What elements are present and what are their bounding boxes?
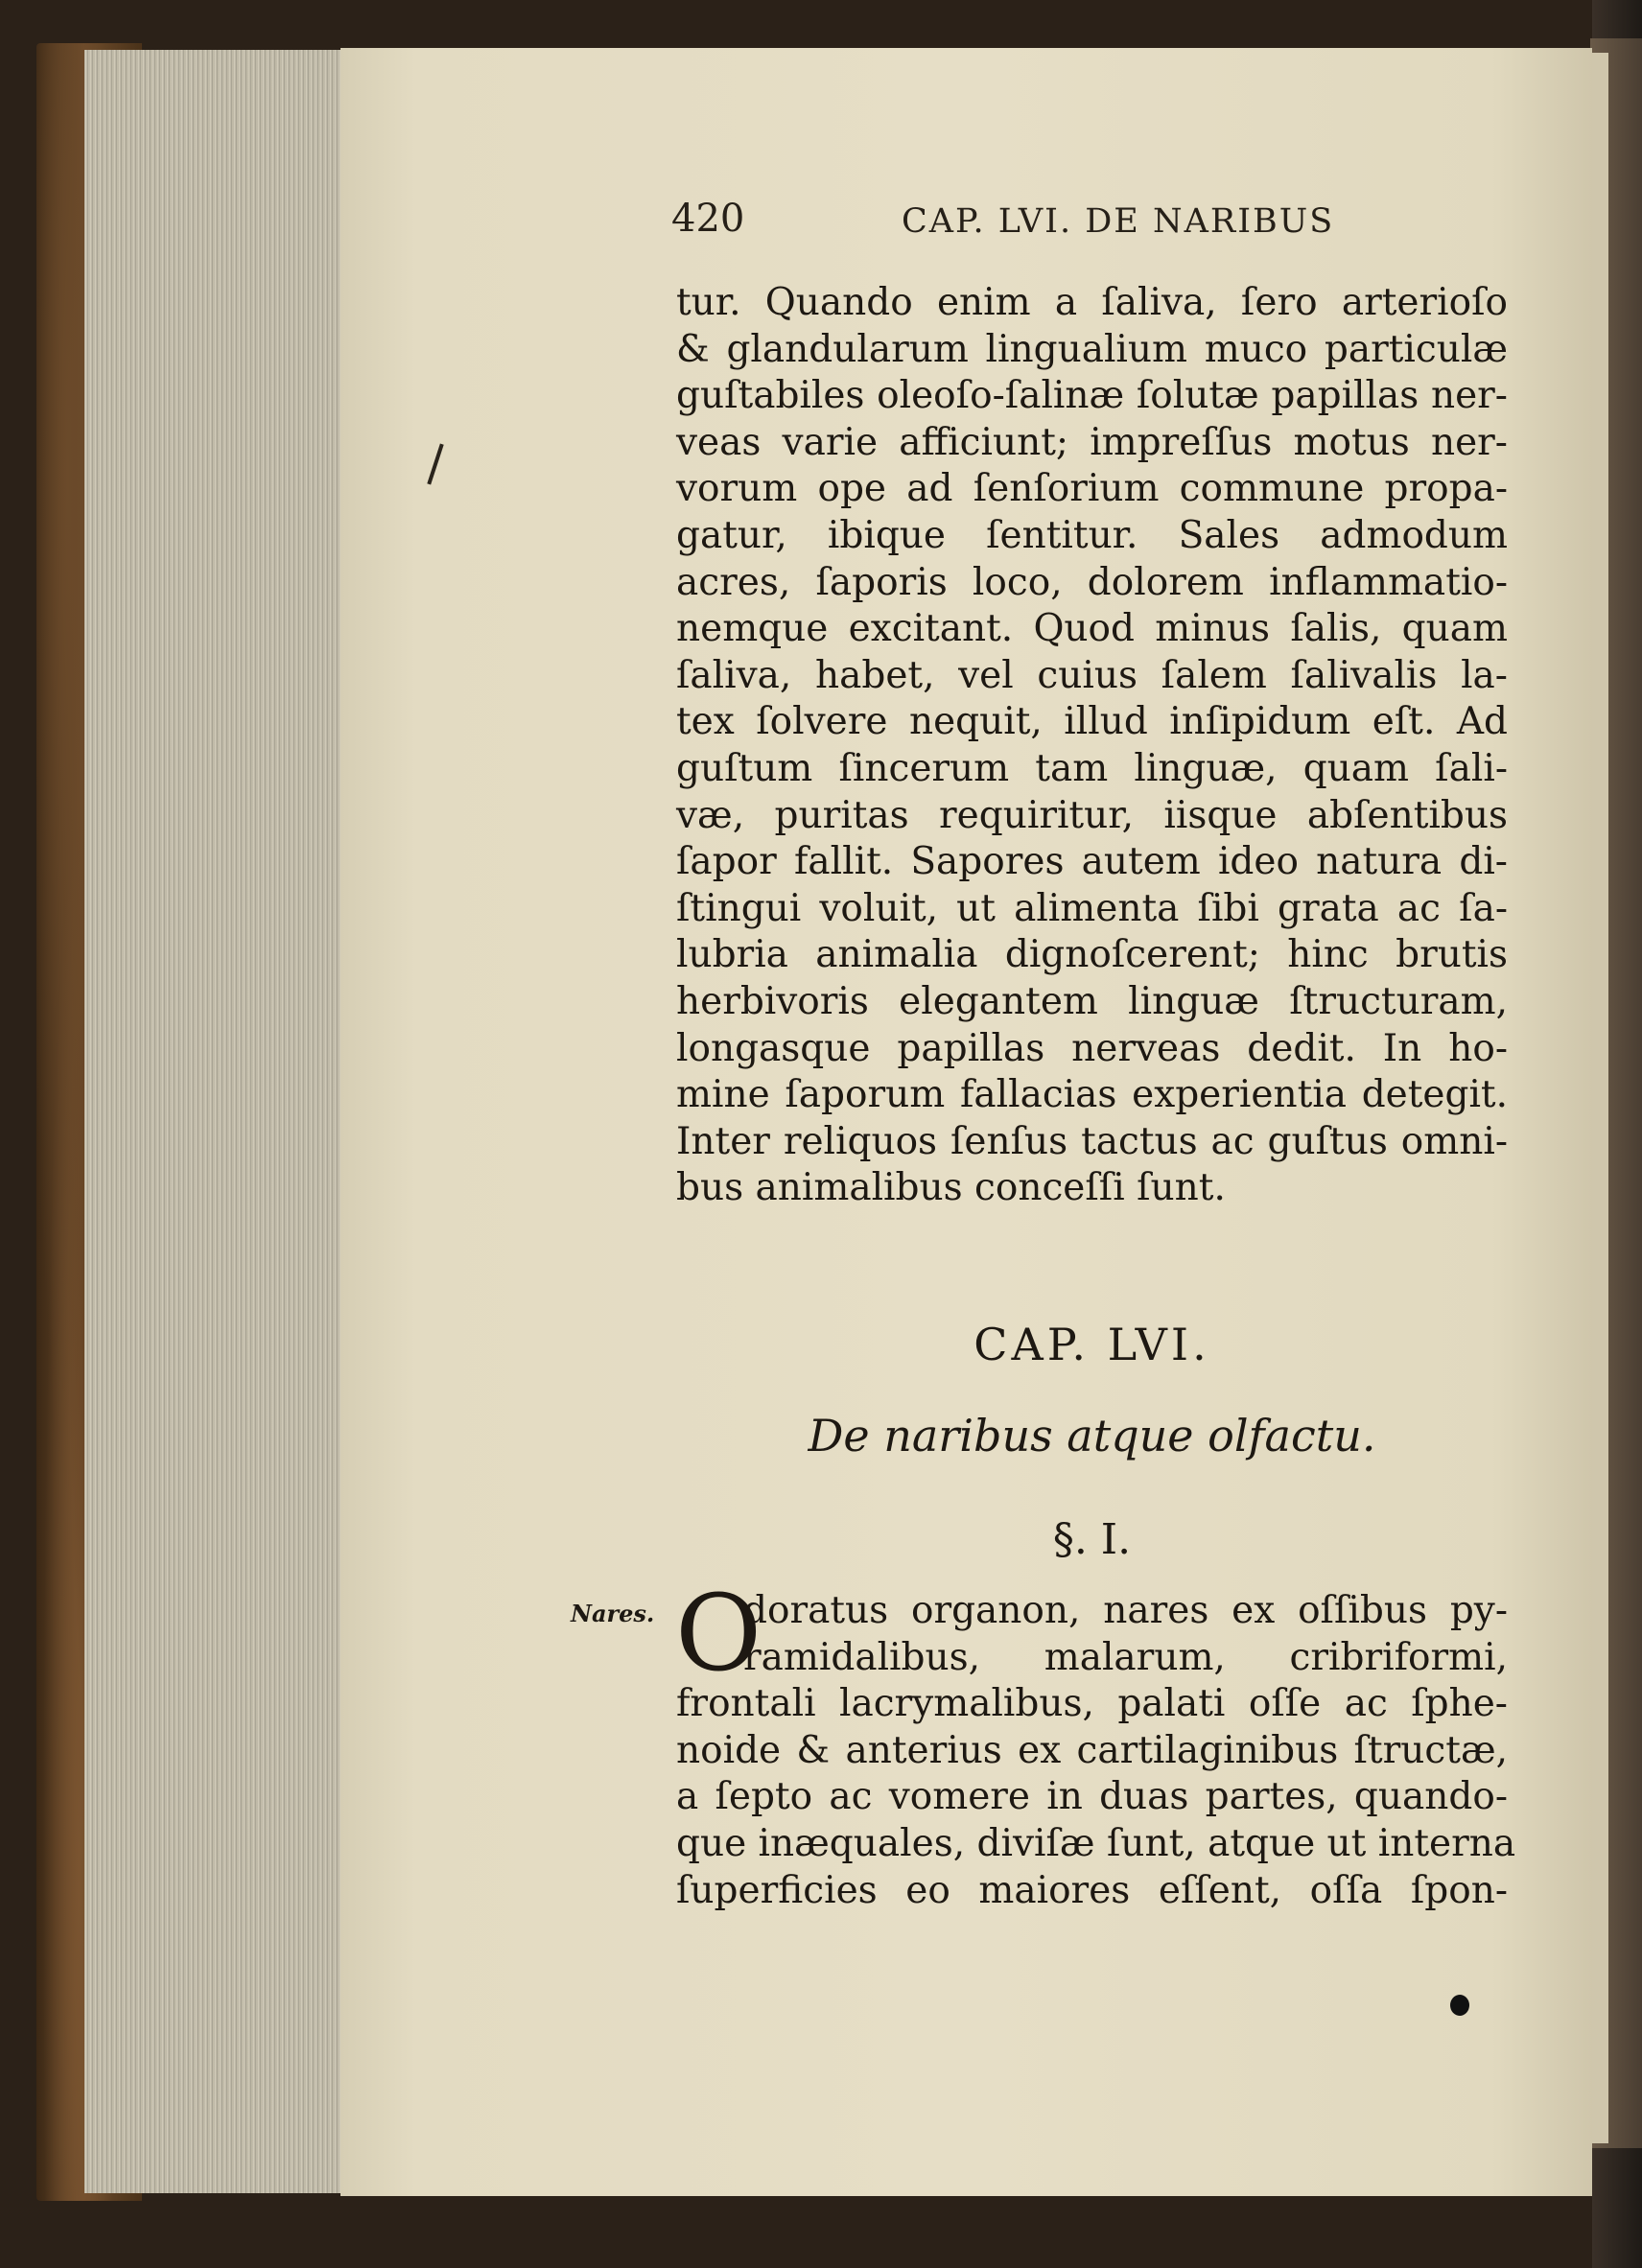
text-line: Inter reliquos ſenſus tactus ac guſtus omni- (676, 1119, 1508, 1163)
text-line: longasque papillas nerveas dedit. In ho- (676, 1026, 1508, 1070)
text-line: ſtingui voluit, ut alimenta ſibi grata ac ſa- (676, 886, 1508, 930)
text-line: frontali lacrymalibus, palati oſſe ac ſphe- (676, 1682, 1508, 1726)
text-line: ramidalibus, malarum, cribriformi, (743, 1635, 1508, 1679)
chapter-subtitle: De naribus atque olfactu. (808, 1410, 1376, 1461)
text-line: tur. Quando enim a ſaliva, ſero arterioſo (676, 281, 1508, 324)
text-line: vorum ope ad ſenſorium commune propa- (676, 467, 1508, 511)
margin-note: Nares. (571, 1600, 655, 1627)
section-paragraph (676, 1588, 1516, 1914)
text-line: bus animalibus conceſſi ſunt. (676, 1166, 1226, 1210)
drop-cap: O (675, 1572, 762, 1695)
text-line: lubria animalia dignoſcerent; hinc brutis (676, 933, 1508, 977)
page-number: 420 (671, 197, 745, 241)
text-line: nemque excitant. Quod minus ſalis, quam (676, 607, 1508, 651)
text-line: doratus organon, nares ex oſſibus py- (743, 1589, 1508, 1632)
running-title: CAP. LVI. DE NARIBUS (902, 202, 1335, 241)
text-line: tex ſolvere nequit, illud inſipidum eſt. Ad (676, 700, 1508, 744)
text-line: guſtabiles oleoſo-ſalinæ ſolutæ papillas ner- (676, 374, 1508, 418)
text-line: a ſepto ac vomere in duas partes, quando- (676, 1775, 1508, 1819)
running-header (671, 197, 1335, 245)
page-stack-edges (84, 50, 343, 2193)
text-line: que inæquales, diviſæ ſunt, atque ut interna (676, 1821, 1516, 1865)
section-heading: §. I. (1052, 1515, 1132, 1564)
text-line: noide & anterius ex cartilaginibus ſtructæ, (676, 1728, 1508, 1772)
ink-dot (1450, 1995, 1469, 2016)
text-line: væ, puritas requiritur, iisque abſentibus (676, 793, 1508, 837)
text-line: veas varie afficiunt; impreſſus motus ner- (676, 420, 1508, 464)
text-line: acres, ſaporis loco, dolorem inflammatio- (676, 560, 1508, 604)
text-line: ſapor fallit. Sapores autem ideo natura di- (676, 840, 1508, 884)
text-line: ſaliva, habet, vel cuius ſalem ſalivalis la- (676, 653, 1508, 697)
text-line: guſtum ſincerum tam linguæ, quam ſali- (676, 746, 1508, 790)
text-line: herbivoris elegantem linguæ ſtructuram, (676, 979, 1508, 1023)
text-line: gatur, ibique ſentitur. Sales admodum (676, 513, 1508, 557)
text-line: mine ſaporum fallacias experientia detegit. (676, 1073, 1508, 1117)
chapter-title: CAP. LVI. (973, 1319, 1210, 1370)
body-paragraph (676, 280, 1508, 1212)
text-line: & glandularum lingualium muco particulæ (676, 327, 1508, 371)
text-line: ſuperficies eo maiores eſſent, oſſa ſpon- (676, 1868, 1508, 1912)
